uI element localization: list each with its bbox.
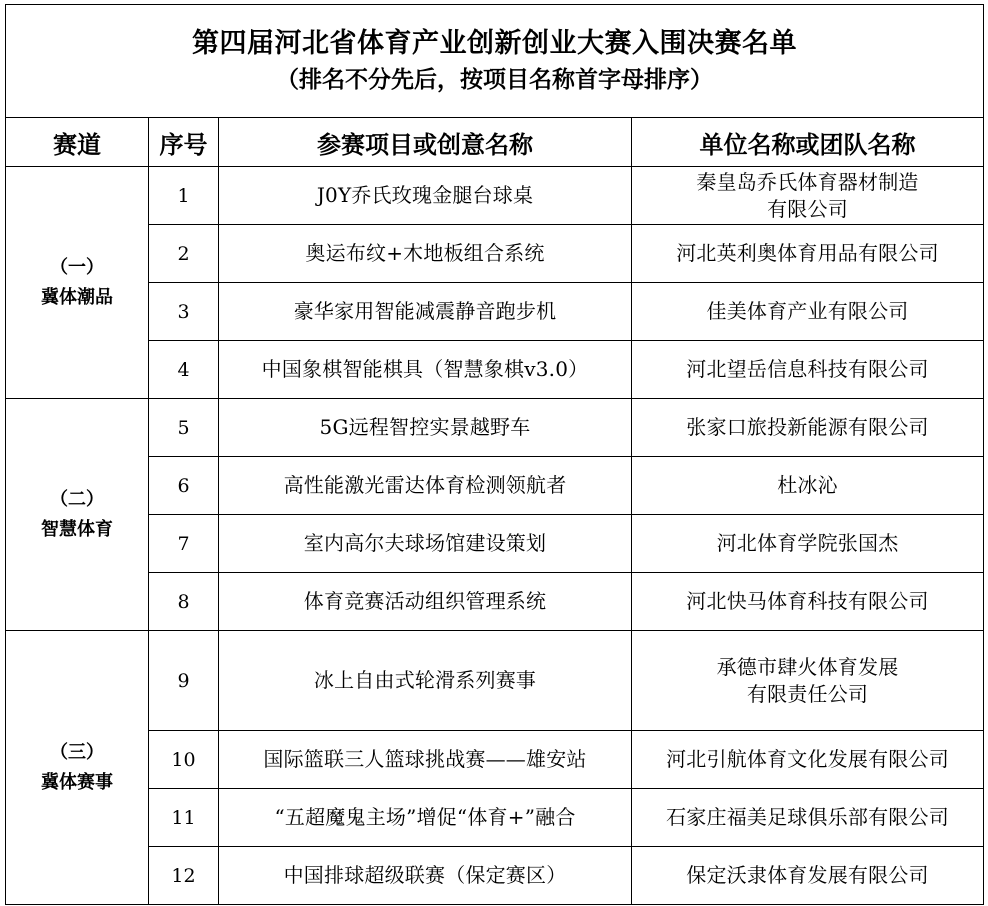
track-name: 冀体赛事 [41, 771, 113, 793]
project-cell: 国际篮联三人篮球挑战赛——雄安站 [219, 731, 632, 789]
project-cell: 奥运布纹+木地板组合系统 [219, 225, 632, 283]
table-row [6, 573, 984, 631]
seq-cell: 12 [149, 847, 219, 905]
header-track: 赛道 [6, 118, 149, 167]
seq-cell: 4 [149, 341, 219, 399]
header-project: 参赛项目或创意名称 [219, 118, 632, 167]
org-cell: 河北体育学院张国杰 [632, 515, 984, 573]
org-line: 有限责任公司 [746, 681, 869, 706]
track-index: （一） [50, 256, 104, 278]
title-row [6, 5, 984, 118]
header-org: 单位名称或团队名称 [632, 118, 984, 167]
seq-cell: 8 [149, 573, 219, 631]
project-cell: 5G远程智控实景越野车 [219, 399, 632, 457]
track-cell-1 [6, 167, 149, 399]
org-cell: 石家庄福美足球俱乐部有限公司 [632, 789, 984, 847]
header-row [6, 118, 984, 167]
seq-cell: 10 [149, 731, 219, 789]
table-row [6, 789, 984, 847]
document-subtitle: （排名不分先后，按项目名称首字母排序） [276, 66, 713, 93]
track-index: （三） [50, 741, 104, 763]
project-cell: 中国象棋智能棋具（智慧象棋v3.0） [219, 341, 632, 399]
org-line: 有限公司 [767, 196, 848, 221]
track-index: （二） [50, 488, 104, 510]
project-cell: 冰上自由式轮滑系列赛事 [219, 631, 632, 731]
seq-cell: 5 [149, 399, 219, 457]
title-cell [6, 5, 984, 118]
table-row [6, 457, 984, 515]
org-cell: 杜冰沁 [632, 457, 984, 515]
org-cell: 保定沃隶体育发展有限公司 [632, 847, 984, 905]
finalist-table [5, 4, 984, 905]
seq-cell: 2 [149, 225, 219, 283]
table-row [6, 731, 984, 789]
project-cell: 高性能激光雷达体育检测领航者 [219, 457, 632, 515]
table-row [6, 631, 984, 731]
project-cell: 中国排球超级联赛（保定赛区） [219, 847, 632, 905]
project-cell: “五超魔鬼主场”增促“体育+”融合 [219, 789, 632, 847]
header-seq: 序号 [149, 118, 219, 167]
table-row [6, 515, 984, 573]
table-row [6, 283, 984, 341]
seq-cell: 3 [149, 283, 219, 341]
seq-cell: 9 [149, 631, 219, 731]
org-cell: 河北引航体育文化发展有限公司 [632, 731, 984, 789]
project-cell: J0Y乔氏玫瑰金腿台球桌 [219, 167, 632, 225]
track-cell-2 [6, 399, 149, 631]
org-cell: 河北英利奥体育用品有限公司 [632, 225, 984, 283]
org-cell [632, 631, 984, 731]
document-title: 第四届河北省体育产业创新创业大赛入围决赛名单 [192, 28, 797, 59]
project-cell: 室内高尔夫球场馆建设策划 [219, 515, 632, 573]
seq-cell: 6 [149, 457, 219, 515]
table-row [6, 341, 984, 399]
table-row [6, 225, 984, 283]
track-cell-3 [6, 631, 149, 905]
project-cell: 体育竞赛活动组织管理系统 [219, 573, 632, 631]
org-line: 承德市肆火体育发展 [716, 654, 899, 679]
table-row [6, 847, 984, 905]
track-name: 冀体潮品 [41, 286, 113, 308]
seq-cell: 1 [149, 167, 219, 225]
table-row [6, 167, 984, 225]
track-name: 智慧体育 [41, 518, 113, 540]
org-cell [632, 167, 984, 225]
org-cell: 张家口旅投新能源有限公司 [632, 399, 984, 457]
seq-cell: 11 [149, 789, 219, 847]
org-cell: 河北望岳信息科技有限公司 [632, 341, 984, 399]
org-cell: 河北快马体育科技有限公司 [632, 573, 984, 631]
table-row [6, 399, 984, 457]
org-cell: 佳美体育产业有限公司 [632, 283, 984, 341]
seq-cell: 7 [149, 515, 219, 573]
project-cell: 豪华家用智能减震静音跑步机 [219, 283, 632, 341]
org-line: 秦皇岛乔氏体育器材制造 [696, 169, 919, 194]
